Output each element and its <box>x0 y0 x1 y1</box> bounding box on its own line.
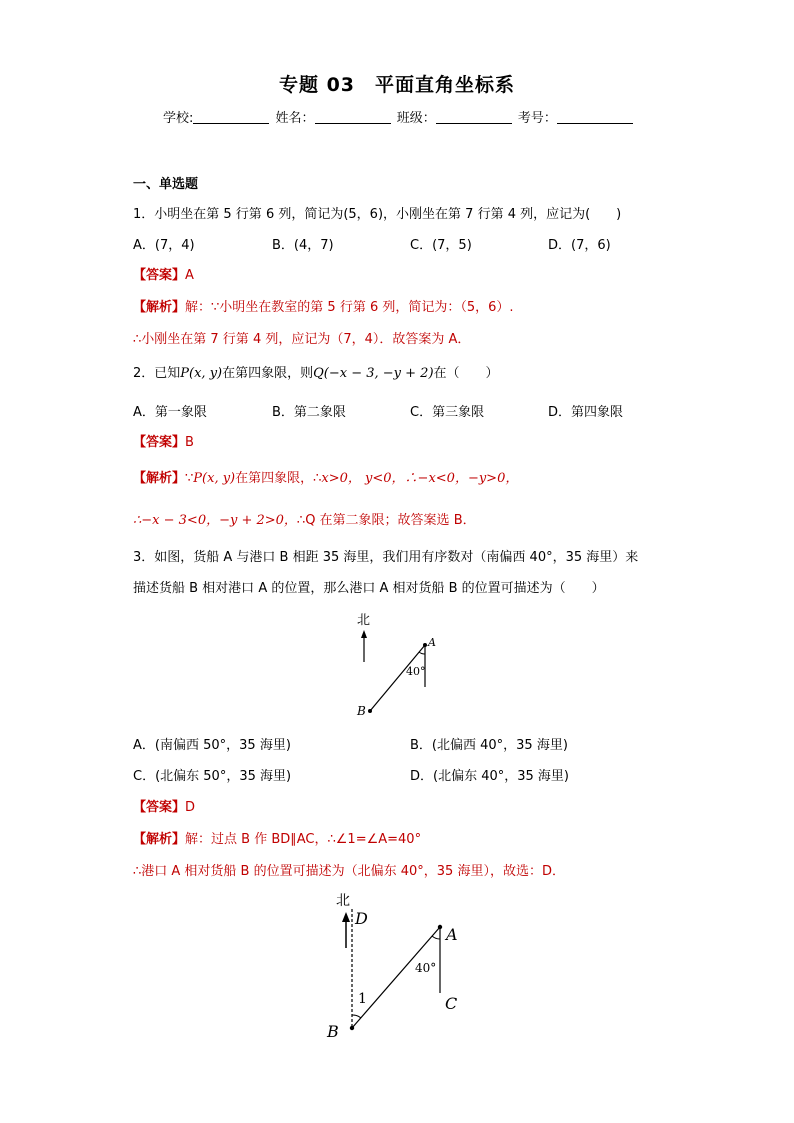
q1-analysis-text-1: 解：∵小明坐在教室的第 5 行第 6 列，简记为：（5，6）. <box>185 300 514 315</box>
figure2-north-label: 北 <box>336 893 350 909</box>
name-blank[interactable] <box>315 110 391 124</box>
q1-option-a: A．(7，4) <box>133 238 195 253</box>
q3-option-c: C．(北偏东 50°，35 海里) <box>133 769 292 784</box>
q1-analysis-label: 【解析】 <box>133 300 186 315</box>
q3-answer <box>133 796 195 815</box>
q2-analysis-label: 【解析】 <box>133 471 186 486</box>
figure1-label-b: B <box>357 704 366 718</box>
figure2-label-c: C <box>445 994 458 1013</box>
q2-option-b: B．第二象限 <box>272 405 346 420</box>
name-label: 姓名： <box>275 111 315 126</box>
q3-option-b: B．(北偏西 40°，35 海里) <box>410 738 568 753</box>
figure2-label-d: D <box>355 909 368 928</box>
class-blank[interactable] <box>436 110 512 124</box>
figure2-angle-arc-1 <box>352 1015 361 1018</box>
q3-option-d: D．(北偏东 40°，35 海里) <box>410 769 570 784</box>
q3-stem-line-1: 3．如图，货船 A 与港口 B 相距 35 海里，我们用有序数对（南偏西 40°，35 海里）来 <box>133 550 639 565</box>
figure2-angle-label: 40° <box>415 961 437 975</box>
q2-stem <box>133 362 499 381</box>
figure1-arrow-head <box>361 630 367 638</box>
q1-option-b: B．(4，7) <box>272 238 334 253</box>
q1-option-c: C．(7，5) <box>410 238 472 253</box>
q2-stem-b: 在第四象限，则 <box>222 366 314 381</box>
student-info-line <box>163 107 635 126</box>
figure2-label-b: B <box>327 1022 339 1041</box>
figure2-point-a <box>438 925 442 929</box>
figure1-north-label: 北 <box>357 613 371 628</box>
figure1-angle-arc <box>419 652 425 654</box>
q3-analysis-label: 【解析】 <box>133 832 186 847</box>
q1-answer-label: 【答案】 <box>133 268 186 283</box>
figure1-angle-label: 40° <box>406 665 426 678</box>
q2-option-d: D．第四象限 <box>548 405 624 420</box>
figure2-angle-arc-a <box>432 936 440 939</box>
q2-stem-c: 在（ ） <box>433 366 499 381</box>
q2-analysis-1b: 在第四象限，∴ <box>235 471 322 486</box>
q2-option-a: A．第一象限 <box>133 405 207 420</box>
exam-no-blank[interactable] <box>557 110 633 124</box>
q2-answer-label: 【答案】 <box>133 435 186 450</box>
figure2-arrow-head <box>342 912 350 922</box>
q1-stem: 1．小明坐在第 5 行第 6 列，简记为(5，6)，小刚坐在第 7 行第 4 列，应记为( ) <box>133 207 622 222</box>
figure2-segment-ab <box>352 927 440 1028</box>
q1-answer-value: A <box>185 268 194 283</box>
figure2-label-a: A <box>446 925 458 944</box>
page-title: 专题 03 平面直角坐标系 <box>278 74 516 96</box>
q2-analysis-2a: ∴−x − 3<0，−y + 2>0， <box>133 513 297 528</box>
q2-analysis-1a: ∵ <box>185 471 194 486</box>
figure1-label-a: A <box>428 636 436 649</box>
q2-answer-value: B <box>185 435 194 450</box>
q2-analysis-point-p: P(x, y) <box>193 471 236 486</box>
section-heading: 一、单选题 <box>133 177 199 192</box>
q2-option-c: C．第三象限 <box>410 405 485 420</box>
analysis-figure <box>320 885 470 1045</box>
q3-stem-line-2: 描述货船 B 相对港口 A 的位置，那么港口 A 相对货船 B 的位置可描述为（ ） <box>133 581 605 596</box>
figure1-segment-ab <box>370 645 425 711</box>
q3-answer-value: D <box>185 800 196 815</box>
q2-analysis-line-2 <box>133 509 476 528</box>
q2-analysis-1c: x>0， y<0，∴−x<0，−y>0， <box>321 471 519 486</box>
q2-point-q: Q(−x − 3, −y + 2) <box>313 366 434 381</box>
q1-analysis-line-2: ∴小刚坐在第 7 行第 4 列，应记为（7，4）．故答案为 A． <box>133 332 471 347</box>
figure2-point-b <box>350 1026 354 1030</box>
q3-option-a: A．(南偏西 50°，35 海里) <box>133 738 291 753</box>
school-label: 学校: <box>163 111 194 126</box>
q3-analysis-text-1: 解：过点 B 作 BD∥AC，∴∠1=∠A=40° <box>185 832 422 847</box>
q3-analysis-line-2: ∴港口 A 相对货船 B 的位置可描述为（北偏东 40°，35 海里），故选：D． <box>133 864 565 879</box>
q2-point-p: P(x, y) <box>180 366 223 381</box>
q1-analysis-line-1 <box>133 296 514 315</box>
figure1-point-a <box>423 643 427 647</box>
school-blank[interactable] <box>193 110 269 124</box>
q1-answer <box>133 264 194 283</box>
q3-answer-label: 【答案】 <box>133 800 186 815</box>
class-label: 班级： <box>396 111 436 126</box>
q2-analysis-line-1 <box>133 467 518 486</box>
q3-analysis-line-1 <box>133 828 421 847</box>
q3-figure <box>340 606 450 721</box>
exam-no-label: 考号： <box>517 111 557 126</box>
q2-answer <box>133 431 194 450</box>
q2-analysis-2b: ∴Q 在第二象限；故答案选 B． <box>296 513 476 528</box>
figure2-label-1: 1 <box>358 991 367 1007</box>
q2-stem-a: 2．已知 <box>133 366 181 381</box>
figure1-point-b <box>368 709 372 713</box>
q1-option-d: D．(7，6) <box>548 238 611 253</box>
